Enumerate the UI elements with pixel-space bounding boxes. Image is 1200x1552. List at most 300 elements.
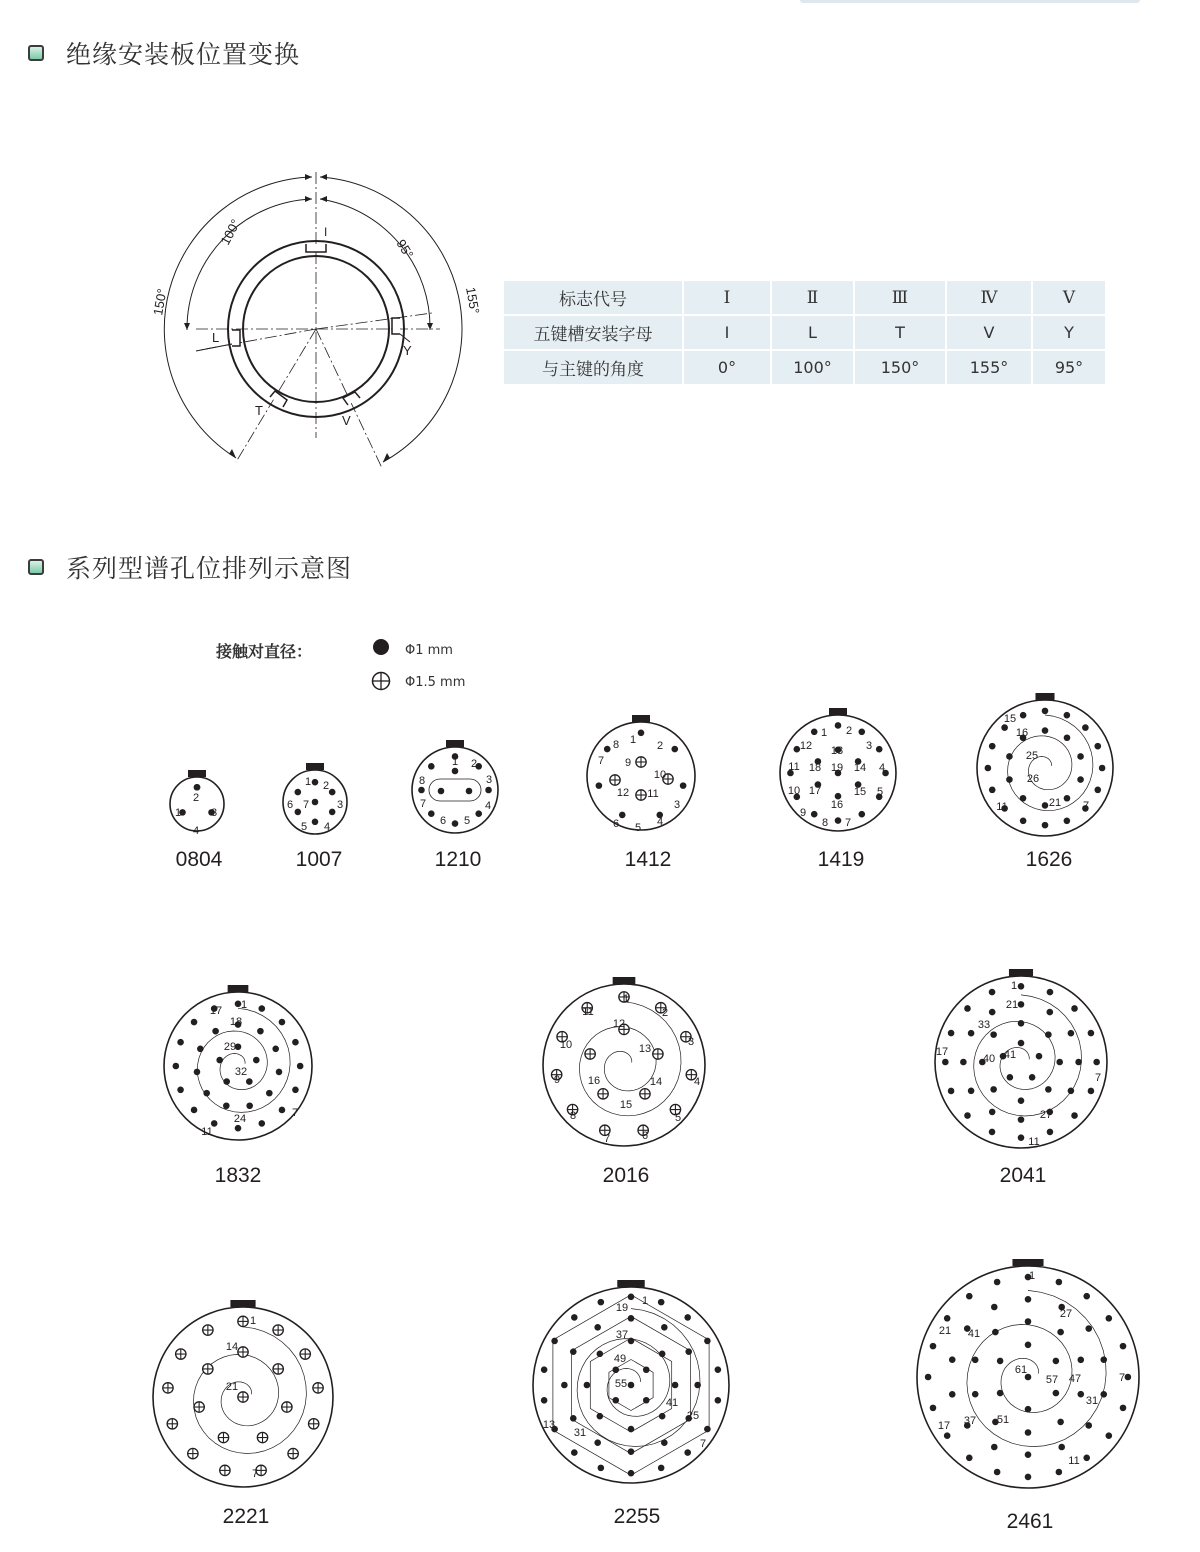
- top-accent-bar: [800, 0, 1140, 3]
- contact-pin: [246, 1078, 253, 1085]
- contact-pin: [661, 1324, 668, 1331]
- table-cell: Ⅴ: [1033, 281, 1105, 314]
- pin-number-label: 17: [209, 1005, 223, 1017]
- pin-number-label: 9: [799, 807, 807, 819]
- contact-pin: [1025, 1296, 1032, 1303]
- pin-number-label: 41: [1003, 1049, 1017, 1061]
- contact-pin: [925, 1374, 932, 1381]
- contact-pin: [585, 1049, 595, 1059]
- pin-number-label: 16: [1015, 727, 1029, 739]
- contact-pin: [628, 1426, 635, 1433]
- contact-pin: [598, 1465, 605, 1472]
- pin-number-label: 55: [614, 1378, 628, 1390]
- contact-pin: [966, 1293, 973, 1300]
- pin-number-label: 29: [223, 1041, 237, 1053]
- pin-number-label: 1: [1010, 980, 1018, 992]
- slot-letter-Y: Y: [403, 343, 412, 358]
- contact-pin: [930, 1343, 937, 1350]
- insert-outline: [587, 722, 695, 830]
- layout-code-label: 1412: [624, 848, 672, 871]
- pin-number-label: 15: [1003, 713, 1017, 725]
- contact-pin: [194, 1069, 201, 1076]
- pin-number-label: 1: [451, 756, 459, 768]
- contact-pin: [658, 1465, 665, 1472]
- pin-number-label: 7: [251, 1468, 259, 1480]
- key-marker: [306, 763, 324, 770]
- pin-number-label: 21: [1048, 797, 1062, 809]
- contact-pin: [685, 1348, 692, 1355]
- pin-number-label: 21: [938, 1325, 952, 1337]
- pin-number-label: 3: [336, 799, 344, 811]
- contact-pin: [1025, 1342, 1032, 1349]
- pin-number-label: 11: [201, 1126, 213, 1138]
- contact-pin: [835, 817, 842, 824]
- pin-number-label: 15: [619, 1099, 633, 1111]
- contact-pin: [1053, 1358, 1060, 1365]
- pin-number-label: 1: [641, 1295, 649, 1307]
- contact-pin: [571, 1314, 578, 1321]
- contact-pin: [272, 1045, 279, 1052]
- key-marker: [1012, 1259, 1043, 1266]
- contact-pin: [1057, 1329, 1064, 1336]
- contact-pin: [1042, 708, 1049, 715]
- pin-number-label: 40: [982, 1053, 996, 1065]
- pin-number-label: 37: [615, 1329, 629, 1341]
- pin-number-label: 12: [616, 787, 630, 799]
- contact-pin: [1077, 1357, 1084, 1364]
- slot-letter-I: I: [324, 225, 328, 239]
- key-marker: [632, 715, 650, 722]
- pin-number-label: 6: [439, 815, 447, 827]
- contact-pin: [948, 1030, 955, 1037]
- contact-pin: [1018, 1097, 1025, 1104]
- slot-letter-L: L: [212, 330, 220, 345]
- contact-pin: [1071, 1112, 1078, 1119]
- contact-pin: [418, 787, 425, 794]
- contact-pin: [612, 1397, 619, 1404]
- table-cell: 155°: [947, 351, 1031, 384]
- contact-pin: [428, 763, 435, 770]
- contact-pin: [1100, 1356, 1107, 1363]
- contact-pin: [628, 1338, 635, 1345]
- layout-code-label: 2016: [602, 1164, 650, 1187]
- pin-number-label: 2: [661, 1007, 669, 1019]
- contact-pin: [684, 1314, 691, 1321]
- pin-number-label: 3: [673, 799, 681, 811]
- pin-number-label: 41: [967, 1328, 981, 1340]
- pin-number-label: 4: [693, 1076, 701, 1088]
- layout-code-label: 2221: [222, 1505, 270, 1528]
- pin-number-label: 4: [656, 816, 664, 828]
- contact-pin: [428, 810, 435, 817]
- pin-number-label: 27: [1039, 1109, 1053, 1121]
- contact-pin: [176, 1349, 186, 1359]
- pin-number-label: 3: [687, 1036, 695, 1048]
- contact-pin: [949, 1356, 956, 1363]
- contact-pin: [989, 1129, 996, 1136]
- pin-sequence-line: [197, 1008, 290, 1112]
- table-cell: 0°: [684, 351, 770, 384]
- pin-number-label: 11: [1028, 1136, 1040, 1148]
- contact-pin: [1020, 712, 1027, 719]
- contact-pin: [1018, 1134, 1025, 1141]
- contact-pin: [990, 1086, 997, 1093]
- pin-sequence-line: [967, 1290, 1106, 1446]
- layout-code-label: 1626: [1025, 848, 1073, 871]
- contact-pin: [1001, 724, 1008, 731]
- insert-layouts-diagram: [0, 680, 1200, 1552]
- table-header-cell: 五键槽安装字母: [504, 316, 682, 349]
- contact-pin: [680, 782, 687, 789]
- contact-pin: [438, 788, 445, 795]
- layout-code-label: 2041: [999, 1164, 1047, 1187]
- contact-pin: [1064, 712, 1071, 719]
- contact-pin: [300, 1349, 310, 1359]
- contact-pin: [1047, 1129, 1054, 1136]
- pin-number-label: 10: [653, 769, 667, 781]
- contact-pin: [570, 1415, 577, 1422]
- contact-pin: [197, 1045, 204, 1052]
- contact-pin: [279, 1019, 286, 1026]
- contact-pin: [258, 1120, 265, 1127]
- pin-number-label: 14: [649, 1076, 663, 1088]
- contact-pin: [452, 768, 459, 775]
- layout-code-label: 1832: [214, 1164, 262, 1187]
- contact-pin: [598, 1089, 608, 1099]
- contact-pin: [1077, 753, 1084, 760]
- contact-pin: [594, 1439, 601, 1446]
- layout-code-label: 2255: [613, 1505, 661, 1528]
- pin-number-label: 18: [229, 1016, 243, 1028]
- contact-pin: [276, 1069, 283, 1076]
- pin-number-label: 7: [419, 798, 427, 810]
- contact-pin: [960, 1059, 967, 1066]
- pin-number-label: 10: [559, 1039, 573, 1051]
- contact-pin: [715, 1366, 722, 1373]
- contact-pin: [282, 1402, 292, 1412]
- slot-letter-V: V: [342, 413, 351, 428]
- contact-pin: [235, 1125, 242, 1132]
- contact-pin: [1029, 1074, 1036, 1081]
- contact-pin: [329, 789, 336, 796]
- pin-number-label: 49: [613, 1353, 627, 1365]
- contact-pin: [628, 1315, 635, 1322]
- contact-pin: [704, 1338, 711, 1345]
- contact-pin: [295, 789, 302, 796]
- contact-pin: [212, 1028, 219, 1035]
- contact-pin: [1082, 724, 1089, 731]
- pin-number-label: 7: [302, 799, 310, 811]
- contact-pin: [1007, 1074, 1014, 1081]
- contact-pin: [308, 1419, 318, 1429]
- layout-code-label: 1210: [434, 848, 482, 871]
- contact-pin: [1093, 1059, 1100, 1066]
- pin-number-label: 7: [603, 1133, 611, 1145]
- contact-pin: [989, 743, 996, 750]
- contact-pin: [191, 1107, 198, 1114]
- contact-pin: [671, 746, 678, 753]
- pin-number-label: 5: [463, 815, 471, 827]
- contact-pin: [997, 1390, 1004, 1397]
- legend-small-text: Φ1 mm: [405, 643, 453, 658]
- contact-pin: [258, 1005, 265, 1012]
- contact-pin: [643, 1366, 650, 1373]
- contact-pin: [1071, 1005, 1078, 1012]
- pin-number-label: 19: [615, 1302, 629, 1314]
- contact-pin: [972, 1391, 979, 1398]
- pin-number-label: 33: [977, 1019, 991, 1031]
- pin-number-label: 3: [865, 740, 873, 752]
- contact-pin: [659, 1413, 666, 1420]
- pin-number-label: 51: [996, 1414, 1010, 1426]
- section-title: 绝缘安装板位置变换: [66, 40, 301, 69]
- contact-pin: [1036, 1053, 1043, 1060]
- contact-pin: [636, 757, 646, 767]
- contact-pin: [1085, 1422, 1092, 1429]
- contact-pin: [1068, 1088, 1075, 1095]
- pin-number-label: 8: [821, 817, 829, 829]
- contact-pin: [279, 1107, 286, 1114]
- pin-number-label: 7: [699, 1438, 707, 1450]
- contact-pin: [1056, 1469, 1063, 1476]
- contact-pin: [203, 1364, 213, 1374]
- contact-pin: [628, 1294, 635, 1301]
- section-bullet-icon: [28, 559, 44, 575]
- contact-pin: [658, 1299, 665, 1306]
- contact-pin: [571, 1449, 578, 1456]
- contact-pin: [594, 1324, 601, 1331]
- pin-number-label: 11: [1068, 1455, 1080, 1467]
- contact-pin: [835, 722, 842, 729]
- contact-pin: [1042, 822, 1049, 829]
- contact-pin: [1064, 734, 1071, 741]
- contact-pin: [1083, 1455, 1090, 1462]
- key-marker: [228, 985, 249, 992]
- contact-pin: [694, 1382, 701, 1389]
- pin-number-label: 3: [210, 807, 218, 819]
- contact-pin: [194, 1402, 204, 1412]
- contact-pin: [1018, 1116, 1025, 1123]
- pin-number-label: 13: [830, 745, 844, 757]
- pin-number-label: 2: [656, 740, 664, 752]
- contact-pin: [188, 1448, 198, 1458]
- contact-pin: [1018, 983, 1025, 990]
- contact-pin: [1125, 1374, 1132, 1381]
- contact-pin: [653, 1049, 663, 1059]
- contact-pin: [257, 1432, 267, 1442]
- contact-pin: [1064, 817, 1071, 824]
- angle-label-150: 150°: [150, 287, 170, 317]
- pin-number-label: 13: [638, 1043, 652, 1055]
- pin-number-label: 24: [233, 1113, 247, 1125]
- contact-pin: [1094, 787, 1101, 794]
- key-marker: [613, 977, 636, 984]
- key-marker: [1009, 969, 1033, 976]
- key-position-table: [502, 279, 1107, 386]
- contact-pin: [177, 1086, 184, 1093]
- contact-pin: [661, 1439, 668, 1446]
- table-cell: V: [947, 316, 1031, 349]
- pin-number-label: 1: [240, 999, 248, 1011]
- contact-pin: [964, 1005, 971, 1012]
- pin-number-label: 25: [686, 1410, 700, 1422]
- pin-number-label: 21: [1005, 999, 1019, 1011]
- pin-number-label: 12: [799, 740, 813, 752]
- contact-pin: [1056, 1279, 1063, 1286]
- contact-pin: [475, 810, 482, 817]
- angle-label-100: 100°: [217, 216, 244, 248]
- contact-pin: [628, 1448, 635, 1455]
- contact-pin: [610, 775, 620, 785]
- pin-number-label: 25: [1025, 750, 1039, 762]
- contact-pin: [297, 1063, 304, 1070]
- contact-pin: [612, 1366, 619, 1373]
- pin-number-label: 32: [234, 1066, 248, 1078]
- pin-number-label: 37: [963, 1415, 977, 1427]
- table-cell: I: [684, 316, 770, 349]
- contact-pin: [1099, 765, 1106, 772]
- pin-number-label: 41: [665, 1397, 679, 1409]
- contact-pin: [1020, 795, 1027, 802]
- pin-number-label: 11: [996, 801, 1008, 813]
- contact-pin: [811, 729, 818, 736]
- contact-pin: [1077, 776, 1084, 783]
- contact-pin: [1083, 1293, 1090, 1300]
- contact-pin: [1045, 1086, 1052, 1093]
- contact-pin: [640, 1089, 650, 1099]
- section-header-layouts: [28, 552, 352, 582]
- contact-pin: [1120, 1405, 1127, 1412]
- contact-pin: [989, 1009, 996, 1016]
- pin-number-label: 17: [808, 785, 822, 797]
- contact-pin: [942, 1059, 949, 1066]
- contact-pin: [966, 1455, 973, 1462]
- contact-pin: [1064, 795, 1071, 802]
- contact-pin: [659, 1351, 666, 1358]
- pin-number-label: 26: [1026, 773, 1040, 785]
- key-marker: [446, 740, 464, 747]
- contact-pin: [989, 989, 996, 996]
- pin-number-label: 8: [569, 1110, 577, 1122]
- pin-number-label: 7: [1094, 1072, 1102, 1084]
- contact-pin: [452, 820, 459, 827]
- contact-pin: [541, 1397, 548, 1404]
- contact-pin: [1025, 1474, 1032, 1481]
- table-row: [504, 316, 1105, 349]
- contact-pin: [704, 1426, 711, 1433]
- contact-pin: [1025, 1406, 1032, 1413]
- contact-pin: [1018, 1040, 1025, 1047]
- contact-pin: [991, 1304, 998, 1311]
- contact-pin: [994, 1279, 1001, 1286]
- contact-pin: [312, 779, 319, 786]
- contact-pin: [257, 1028, 264, 1035]
- contact-pin: [177, 1039, 184, 1046]
- pin-number-label: 7: [844, 817, 852, 829]
- contact-pin: [1045, 1031, 1052, 1038]
- contact-pin: [1088, 1088, 1095, 1095]
- contact-pin: [1006, 776, 1013, 783]
- contact-pin: [997, 1358, 1004, 1365]
- section-title: 系列型谱孔位排列示意图: [66, 554, 353, 583]
- contact-pin: [1025, 1429, 1032, 1436]
- pin-sequence-line: [194, 1327, 307, 1454]
- contact-pin: [1018, 1001, 1025, 1008]
- pin-number-label: 9: [553, 1074, 561, 1086]
- pin-number-label: 4: [192, 825, 200, 837]
- pin-number-label: 47: [1068, 1373, 1082, 1385]
- section-bullet-icon: [28, 45, 44, 61]
- contact-pin: [1047, 989, 1054, 996]
- contact-pin: [1068, 1030, 1075, 1037]
- contact-pin: [994, 1469, 1001, 1476]
- pin-number-label: 12: [612, 1018, 626, 1030]
- key-marker: [829, 708, 847, 715]
- legend-label: 接触对直径：: [216, 642, 313, 661]
- contact-pin: [220, 1465, 230, 1475]
- contact-pin: [968, 1030, 975, 1037]
- pin-number-label: 6: [641, 1130, 649, 1142]
- contact-pin: [223, 1102, 230, 1109]
- pin-number-label: 5: [876, 786, 884, 798]
- contact-pin: [1042, 727, 1049, 734]
- pin-number-label: 13: [542, 1419, 556, 1431]
- pin-number-label: 5: [634, 822, 642, 834]
- contact-pin: [638, 730, 645, 737]
- key-marker: [188, 770, 206, 777]
- pin-number-label: 16: [587, 1075, 601, 1087]
- pin-number-label: 21: [225, 1381, 239, 1393]
- pin-number-label: 1: [622, 993, 630, 1005]
- contact-pin: [990, 1031, 997, 1038]
- contact-pin: [991, 1444, 998, 1451]
- contact-pin: [684, 1449, 691, 1456]
- contact-pin: [218, 1432, 228, 1442]
- layout-code-label: 0804: [175, 848, 223, 871]
- contact-pin: [292, 1086, 299, 1093]
- table-cell: 95°: [1033, 351, 1105, 384]
- contact-pin: [715, 1397, 722, 1404]
- contact-pin: [551, 1338, 558, 1345]
- table-cell: L: [772, 316, 853, 349]
- section-header-key-position: [28, 38, 300, 68]
- pin-number-label: 8: [418, 775, 426, 787]
- contact-pin: [288, 1448, 298, 1458]
- pin-number-label: 1: [249, 1315, 257, 1327]
- contact-pin: [968, 1088, 975, 1095]
- contact-pin: [313, 1383, 323, 1393]
- contact-pin: [672, 1382, 679, 1389]
- pin-number-label: 15: [853, 786, 867, 798]
- table-row: [504, 351, 1105, 384]
- contact-pin: [636, 790, 646, 800]
- contact-pin: [930, 1405, 937, 1412]
- pin-number-label: 14: [853, 762, 867, 774]
- contact-pin: [312, 819, 319, 826]
- pin-number-label: 8: [612, 739, 620, 751]
- pin-number-label: 11: [582, 1006, 594, 1018]
- contact-pin: [312, 799, 319, 806]
- contact-pin: [1085, 1325, 1092, 1332]
- contact-pin: [541, 1366, 548, 1373]
- slot-letter-T: T: [255, 403, 263, 418]
- contact-pin: [964, 1112, 971, 1119]
- table-cell: 100°: [772, 351, 853, 384]
- contact-pin: [1088, 1030, 1095, 1037]
- pin-number-label: 3: [485, 774, 493, 786]
- contact-pin: [273, 1364, 283, 1374]
- contact-pin: [273, 1325, 283, 1335]
